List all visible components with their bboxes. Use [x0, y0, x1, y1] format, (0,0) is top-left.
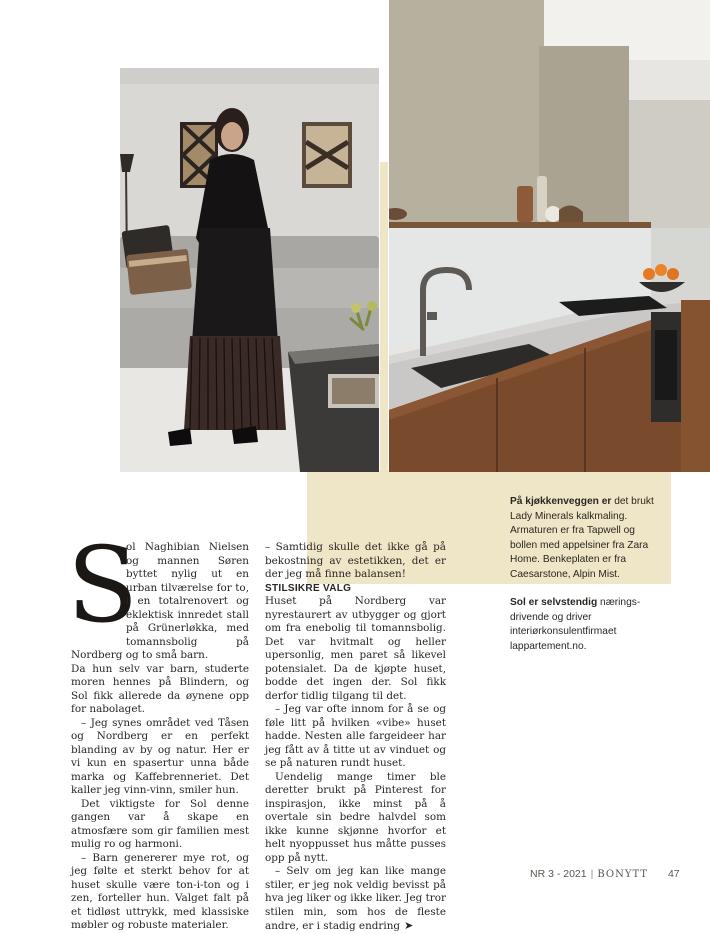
paragraph: ol Naghibian Nielsen og mannen Søren byttet nylig ut en urban tilværelse for to, i en totalrenovert og eklektisk innredet stall på Grünerløkka, med tomannsbolig på Nordberg og to små barn. [71, 541, 249, 661]
caption-text: næringsdrivende og driver interiørkonsulentfirmaet lappartement.no. [510, 597, 641, 652]
paragraph: – Jeg var ofte innom for å se og føle litt på hvilken «vibe» huset hadde. Nesten alle fargeideer har jeg fått av å titte ut av vinduet og se på naturen rundt huset. [265, 703, 446, 769]
paragraph-text: – Selv om jeg kan like mange stiler, er jeg nok veldig bevisst på hva jeg liker og ikke liker. Jeg tror stilen min, som hos de fleste andre, er i stadig endring [265, 865, 446, 932]
paragraph: Da hun selv var barn, studerte moren hennes på Blindern, og Sol fikk allerede da øynene opp for nabolaget. [71, 662, 249, 715]
page-number: 47 [667, 868, 680, 880]
page-folio [530, 868, 680, 880]
paragraph: Uendelig mange timer ble deretter brukt på Pinterest for inspirasjon, ikke minst på å overtale sin bedre halvdel som ikke kunne skjønne hvorfor et helt nyoppusset hus måtte pusses opp på nytt. [265, 770, 446, 864]
subheading: STILSIKRE VALG [265, 582, 352, 594]
bio-caption [510, 596, 660, 654]
kitchen-caption [510, 495, 660, 582]
decorative-band [380, 162, 388, 472]
portrait-photo [120, 68, 379, 472]
magazine-name: BONYTT [597, 868, 648, 880]
paragraph: Det viktigste for Sol denne gangen var å skape en atmosfære som gir familien mest mulig ro og harmoni. [71, 797, 249, 850]
paragraph: – Jeg synes området ved Tåsen og Nordberg er en perfekt blanding av by og natur. Her er vi kun en spasertur unna både marka og Kaffebrenneriet. Det kaller jeg vinn-vinn, smiler hun. [71, 716, 249, 796]
paragraph [265, 865, 446, 934]
drop-cap: S [67, 524, 139, 646]
continue-arrow-icon: ➤ [404, 919, 414, 932]
issue-label: NR 3 - 2021 [530, 868, 587, 880]
paragraph: – Barn genererer mye rot, og jeg følte et sterkt behov for at huset skulle være ton-i-ton og i zen, forteller hun. Valget falt på et tidløst uttrykk, med klassiske møbler og robuste materialer. [71, 851, 249, 931]
article-column-1 [67, 524, 249, 933]
caption-text: det brukt Lady Minerals kalkmaling. Armaturen er fra Tapwell og bollen med appelsiner fra Zara Home. Benkeplaten er fra Caesarstone, Alpin Mist. [510, 496, 654, 580]
paragraph: – Samtidig skulle det ikke gå på bekostning av estetikken, det er der jeg må finne balansen! [265, 541, 446, 580]
paragraph: Huset på Nordberg var nyrestaurert av utbygger og gjort om fra enebolig til tomannsbolig. Det var hvitmalt og heller upersonlig, men paret så likevel potensialet. Da de kjøpte huset, bodde det ingen der. Sol fikk derfor tidlig tilgang til det. [265, 595, 446, 702]
folio-separator: | [590, 868, 594, 880]
kitchen-photo [389, 0, 710, 472]
caption-lead: Sol er selvstendig [510, 597, 598, 608]
caption-lead: På kjøkkenveggen er [510, 496, 612, 507]
article-column-2 [265, 541, 446, 934]
